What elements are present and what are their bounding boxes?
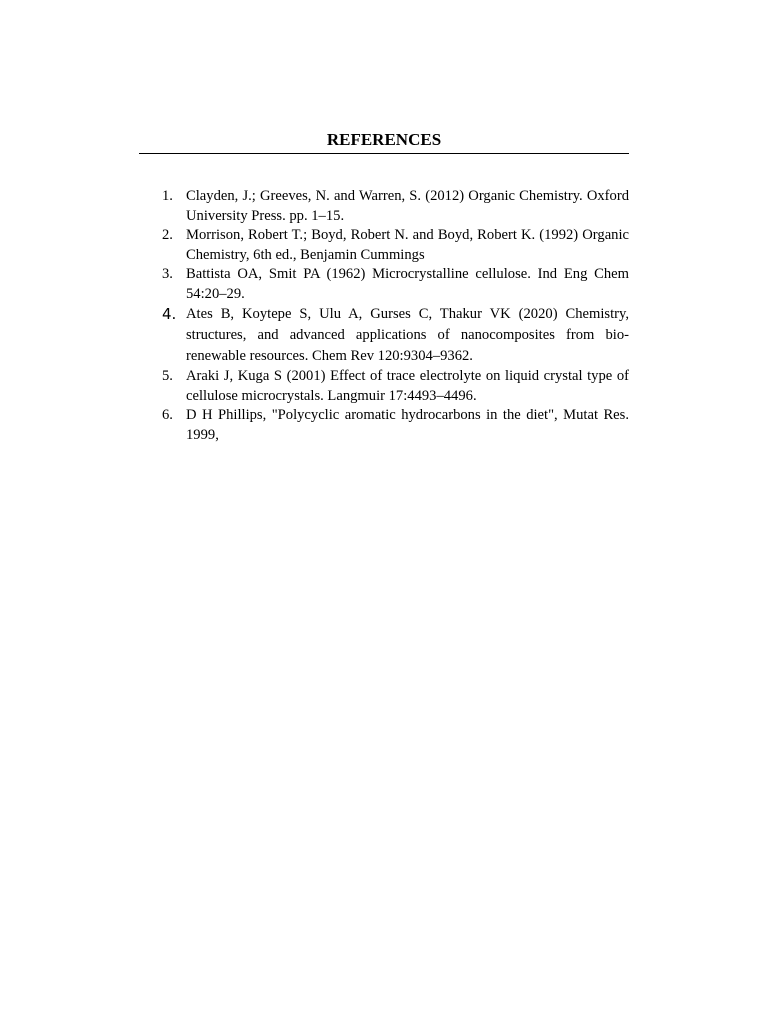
reference-item-4	[139, 304, 629, 367]
reference-text: Battista OA, Smit PA (1962) Microcrystalline cellulose. Ind Eng Chem 54:20–29.	[186, 266, 629, 302]
reference-text: Clayden, J.; Greeves, N. and Warren, S. (2012) Organic Chemistry. Oxford University Press. pp. 1–15.	[186, 188, 629, 224]
reference-number: 3.	[162, 266, 173, 282]
reference-number: 1.	[162, 188, 173, 204]
reference-text: Morrison, Robert T.; Boyd, Robert N. and Boyd, Robert K. (1992) Organic Chemistry, 6th ed., Benjamin Cummings	[186, 227, 629, 263]
reference-text: Araki J, Kuga S (2001) Effect of trace electrolyte on liquid crystal type of cellulose microcrystals. Langmuir 17:4493–4496.	[186, 368, 629, 404]
reference-text: D H Phillips, "Polycyclic aromatic hydrocarbons in the diet", Mutat Res. 1999,	[186, 407, 629, 443]
reference-number: 4.	[162, 305, 177, 323]
reference-text: Ates B, Koytepe S, Ulu A, Gurses C, Thakur VK (2020) Chemistry, structures, and advanced applications of nanocomposites from bio-renewable resources. Chem Rev 120:9304–9362.	[186, 306, 629, 364]
reference-item-6	[139, 406, 629, 445]
reference-item-3	[139, 265, 629, 304]
reference-number: 5.	[162, 368, 173, 384]
references-heading: REFERENCES	[326, 130, 442, 149]
heading-rule	[139, 153, 629, 154]
reference-item-1	[139, 187, 629, 226]
reference-number: 2.	[162, 227, 173, 243]
reference-list	[139, 187, 629, 445]
document-page	[139, 128, 629, 445]
reference-item-5	[139, 367, 629, 406]
reference-number: 6.	[162, 407, 173, 423]
reference-item-2	[139, 226, 629, 265]
